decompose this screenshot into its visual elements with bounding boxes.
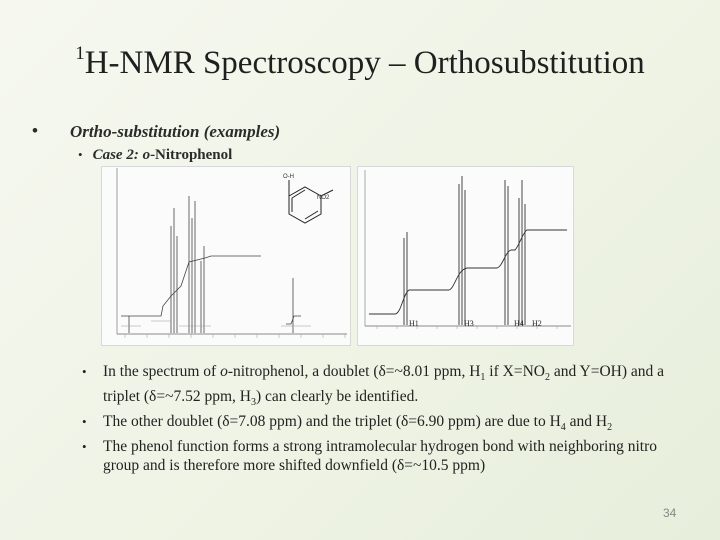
title-superscript: 1 (75, 43, 85, 64)
peak-label-h3: H3 (464, 319, 474, 328)
bullet-marker: • (82, 439, 87, 455)
oh-label: O-H (283, 174, 294, 180)
sub-bullet-marker: • (78, 147, 83, 162)
ortho-prefix: o (142, 147, 151, 163)
no2-label: NO2 (317, 195, 330, 201)
bullet-case2 (78, 147, 232, 164)
bullet-marker: • (82, 414, 87, 430)
bullet-ortho-substitution (32, 122, 280, 142)
title-text: H-NMR Spectroscopy – Orthosubstitution (84, 45, 645, 81)
peak-label-h1: H1 (409, 319, 419, 328)
bullet-marker: • (82, 364, 87, 379)
bullet-ortho-text: Ortho-substitution (examples) (70, 122, 281, 141)
compound-name: -Nitrophenol (150, 147, 233, 163)
list-item: • The phenol function forms a strong intramolecular hydrogen bond with neighboring nitro group and is therefore more shifted downfield (δ=~10.5 ppm) (82, 438, 658, 475)
explanation-list (82, 362, 692, 475)
aromatic-region-spectrum-image (357, 166, 574, 346)
list-item: • The other doublet (δ=7.08 ppm) and the triplet (δ=6.90 ppm) are due to $H_4$ and $H_2$ (82, 413, 613, 434)
zoom-spectrum-svg (357, 166, 574, 346)
page-number: 34 (663, 506, 677, 520)
slide-title (0, 45, 720, 82)
full-nmr-spectrum-image (101, 166, 351, 346)
peak-label-h4: H4 (514, 319, 524, 328)
list-item: • In the spectrum of o-nitrophenol, a doublet (δ=~8.01 ppm, $H_1$ if $X=NO_2$ and Y=OH) and a triplet (δ=~7.52 ppm, $H_3$) can clearly be identified. (82, 363, 665, 409)
bullet-marker: • (32, 121, 38, 140)
case-label: Case 2: (92, 147, 139, 163)
peak-label-h2: H2 (532, 319, 542, 328)
full-spectrum-svg (101, 166, 351, 346)
